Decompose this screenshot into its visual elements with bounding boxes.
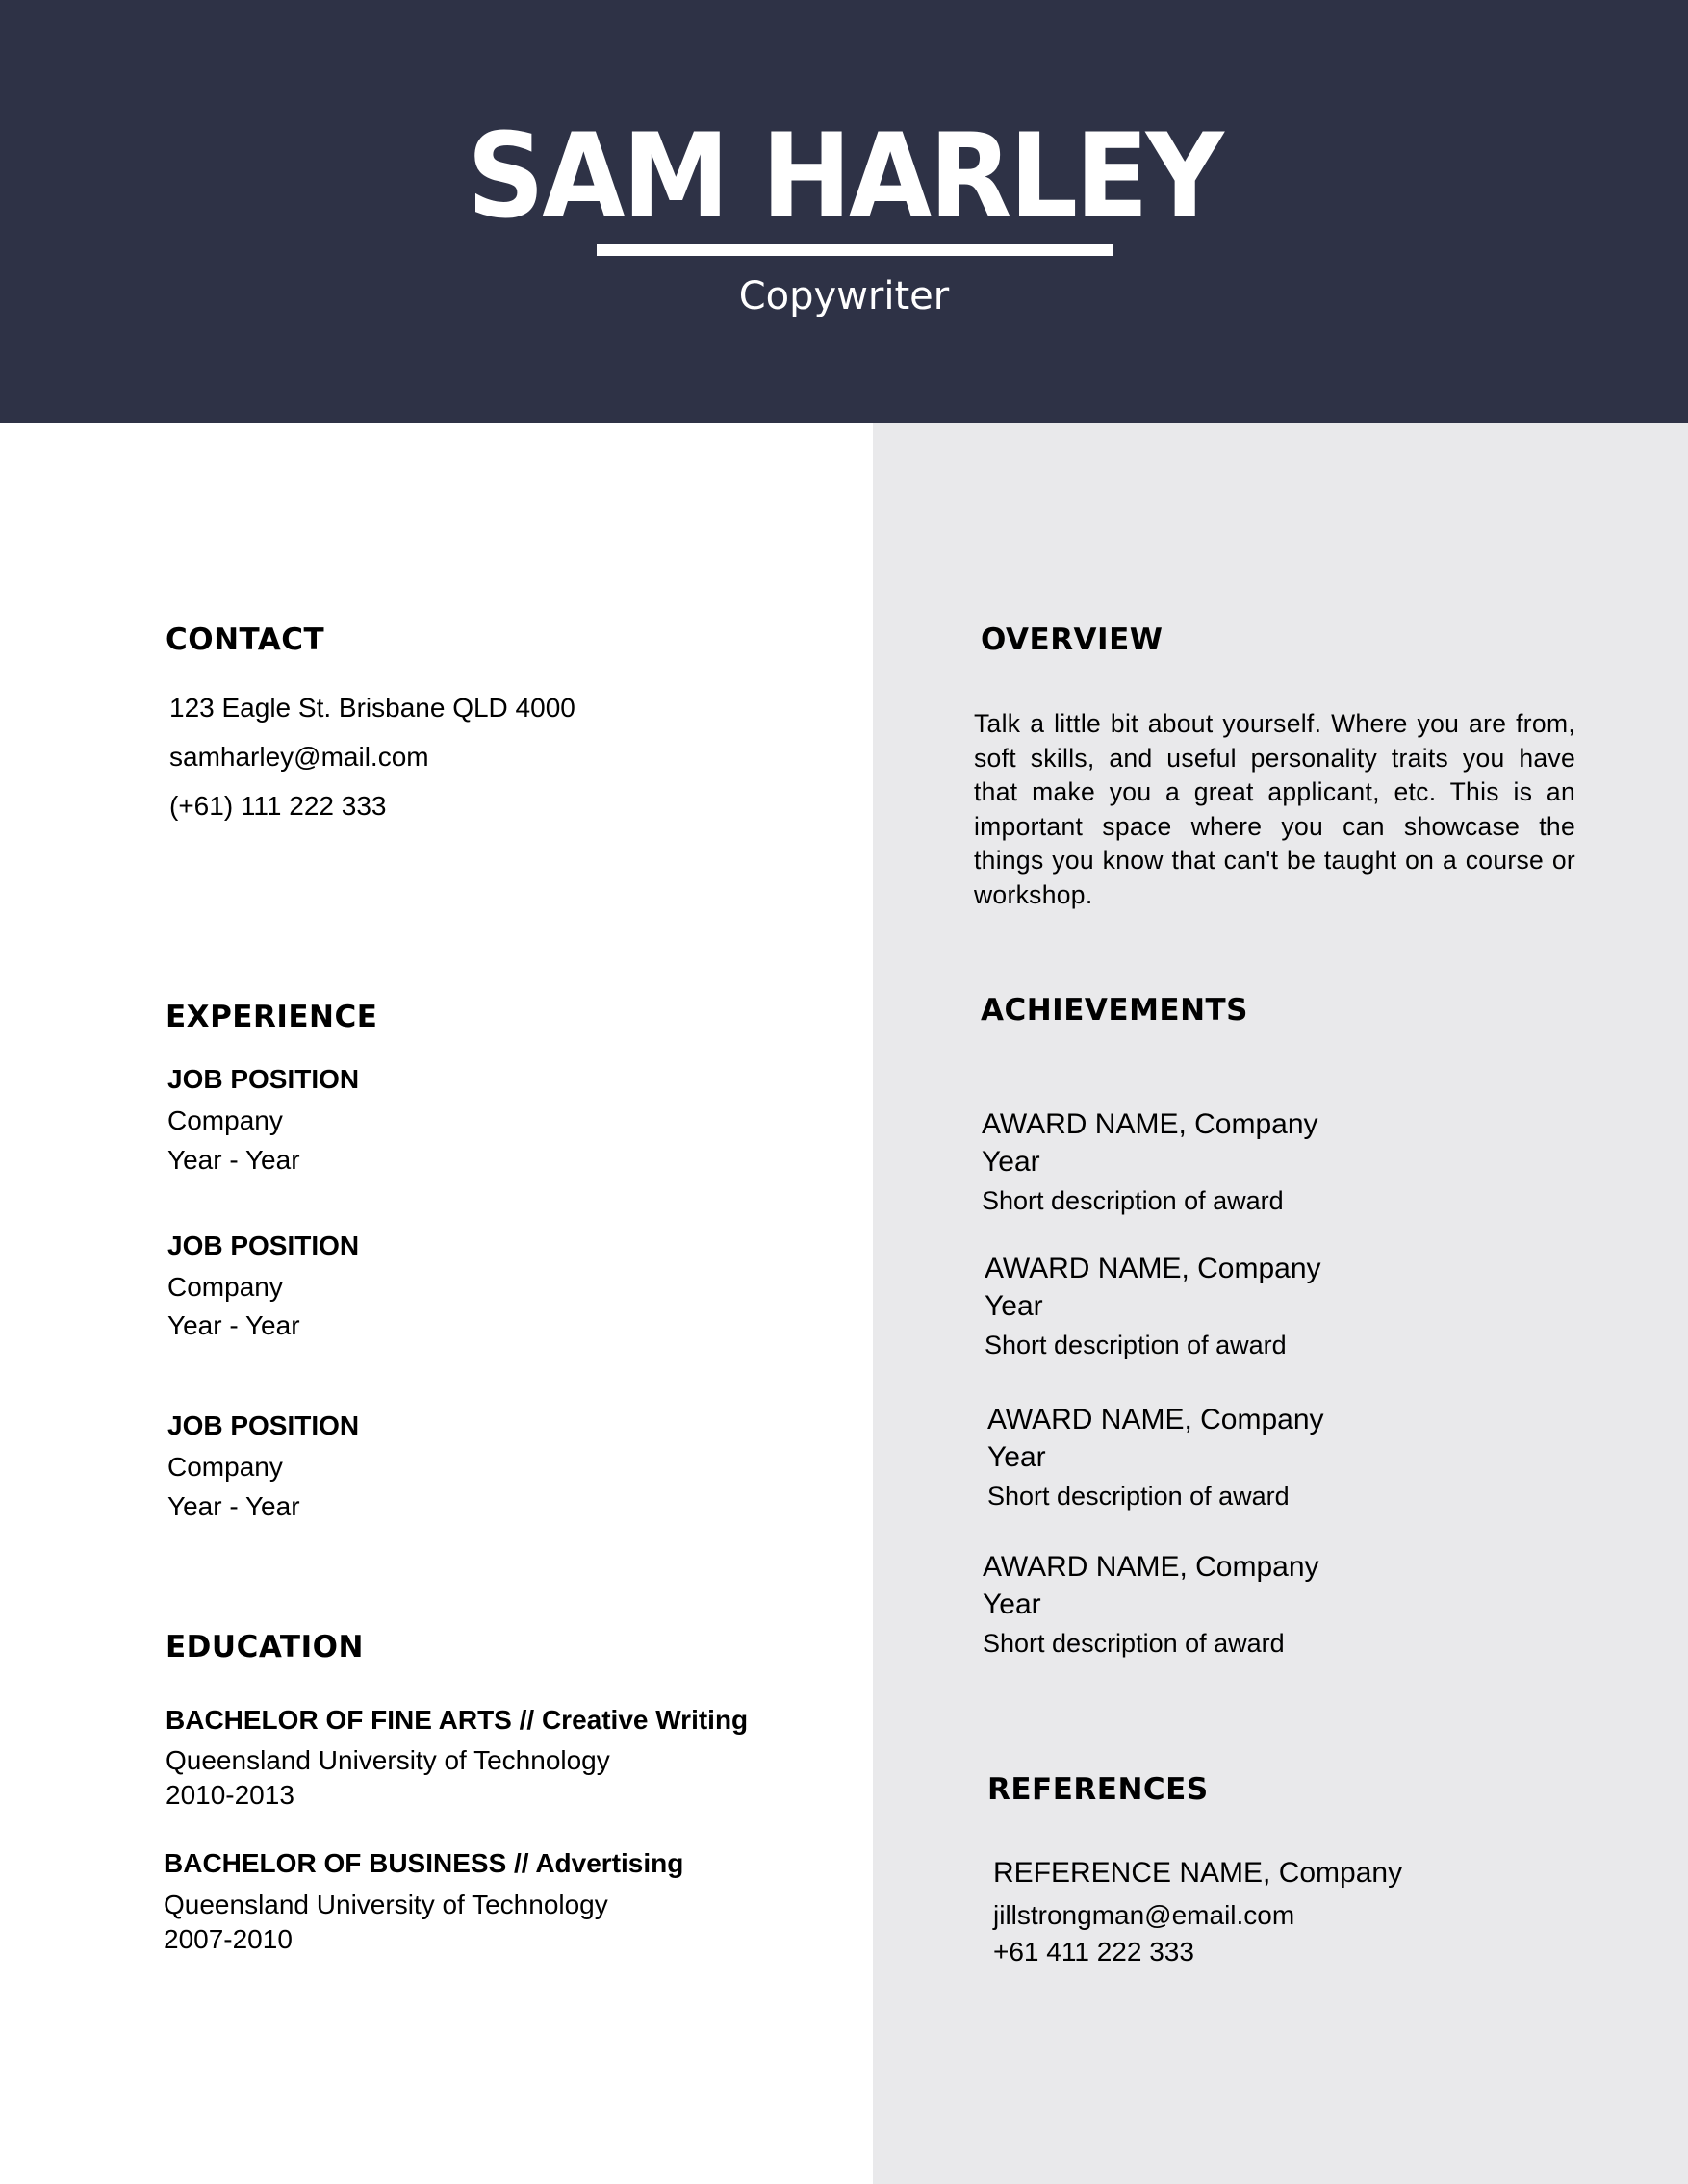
education-heading: EDUCATION [166,1630,364,1664]
name-underline [597,244,1113,256]
award-year: Year [982,1146,1040,1178]
contact-address: 123 Eagle St. Brisbane QLD 4000 [169,693,575,723]
degree-school: Queensland University of Technology [166,1745,610,1775]
award-year: Year [985,1290,1043,1322]
job-years: Year - Year [167,1491,300,1521]
job-position: JOB POSITION [167,1064,360,1094]
job-years: Year - Year [167,1310,300,1340]
degree-school: Queensland University of Technology [164,1890,608,1919]
job-position: JOB POSITION [167,1410,360,1440]
award-description: Short description of award [983,1629,1285,1658]
job-company: Company [167,1272,283,1302]
degree-title: BACHELOR OF FINE ARTS // Creative Writing [166,1705,749,1735]
job-company: Company [167,1452,283,1482]
award-year: Year [983,1588,1041,1620]
experience-heading: EXPERIENCE [166,1000,378,1034]
award-name: AWARD NAME, Company [982,1108,1318,1140]
job-company: Company [167,1105,283,1135]
contact-phone: (+61) 111 222 333 [169,791,387,821]
award-name: AWARD NAME, Company [987,1404,1324,1435]
degree-years: 2007-2010 [164,1924,293,1954]
achievements-heading: ACHIEVEMENTS [981,993,1249,1028]
award-description: Short description of award [982,1186,1284,1215]
overview-text: Talk a little bit about yourself. Where you are from, soft skills, and useful personality traits you have that make you a great applicant, etc. This is an important space where you can showcase the things you know that can't be taught on a course or workshop. [974,709,1575,909]
award-name: AWARD NAME, Company [983,1551,1319,1583]
references-heading: REFERENCES [987,1772,1209,1807]
overview-heading: OVERVIEW [981,622,1164,657]
reference-email[interactable]: jillstrongman@email.com [993,1900,1295,1930]
job-title: Copywriter [738,274,950,318]
reference-name: REFERENCE NAME, Company [993,1857,1403,1889]
contact-heading: CONTACT [166,622,325,657]
candidate-name: SAM HARLEY [467,109,1221,245]
award-description: Short description of award [987,1482,1290,1511]
award-year: Year [987,1441,1046,1473]
award-name: AWARD NAME, Company [985,1253,1321,1284]
reference-phone: +61 411 222 333 [993,1937,1194,1967]
award-description: Short description of award [985,1331,1287,1359]
contact-email[interactable]: samharley@mail.com [169,742,429,772]
job-years: Year - Year [167,1145,300,1175]
degree-years: 2010-2013 [166,1780,294,1810]
job-position: JOB POSITION [167,1231,360,1260]
degree-title: BACHELOR OF BUSINESS // Advertising [164,1848,684,1878]
